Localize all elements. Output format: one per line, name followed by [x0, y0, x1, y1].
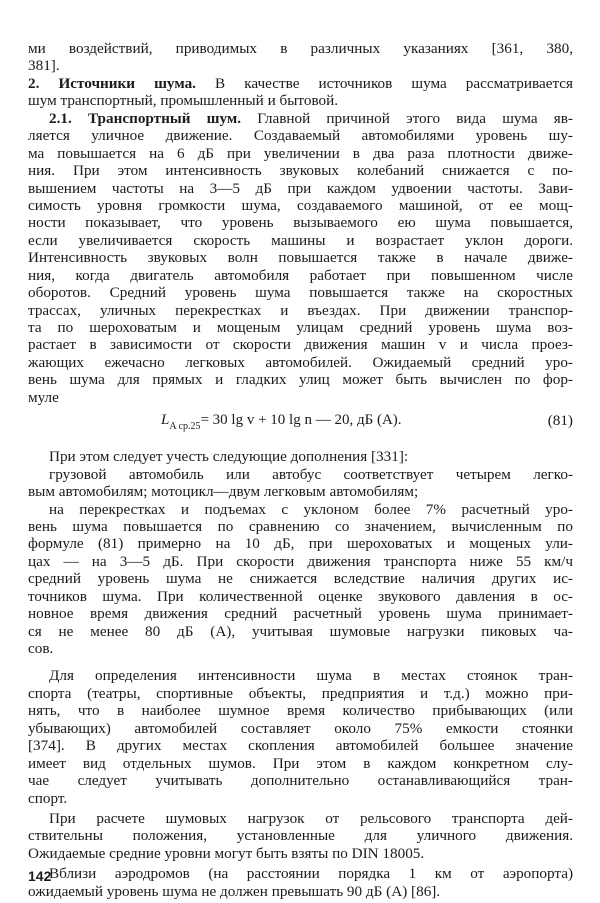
paragraph: [28, 75, 573, 110]
paragraph: [28, 40, 573, 75]
formula-rhs: = 30 lg v + 10 lg n — 20, дБ (А).: [200, 412, 402, 429]
formula-lhs: L: [161, 412, 170, 429]
paragraph: [28, 448, 573, 465]
formula-81: [28, 412, 573, 438]
text-line: При расчете шумовых нагрузок от рельсового транспорта дей-: [49, 809, 573, 827]
text-line: вым автомобилям; мотоцикл—двум легковым автомобилям;: [28, 483, 419, 501]
text-line: спорта (театры, спортивные объекты, предприятия и т.д.) можно при-: [28, 684, 573, 702]
line-text: В качестве источников шума рассматривается: [195, 74, 573, 92]
text-line: трассах, уличных перекрестках и въездах. При движении транспор-: [28, 301, 573, 319]
section-heading: 2. Источники шума.: [28, 74, 196, 92]
text-line: ния, когда двигатель автомобиля работает при повышенном числе: [28, 266, 573, 284]
text-line: Для определения интенсивности шума в местах стоянок тран-: [49, 667, 573, 685]
text-line: та по шероховатым и мощеным улицам средний уровень шума воз-: [28, 319, 573, 336]
text-line: сов.: [28, 640, 54, 657]
text-line: симость уровня громкости шума, создаваемого машиной, от ее мощ-: [28, 196, 573, 214]
text-line: имеет вид отдельных шумов. При этом в каждом конкретном слу-: [28, 754, 573, 772]
text-line: ния. При этом интенсивность звуковых колебаний снижается с по-: [28, 162, 573, 180]
text-line: 381].: [28, 57, 60, 75]
text-line: [374]. В других местах скопления автомобилей большее значение: [28, 737, 573, 755]
text-line: оборотов. Средний уровень шума повышается также на скоростных: [28, 284, 573, 302]
text-line: новное время движения средний расчетный уровень шума принимает-: [28, 605, 573, 623]
formula-number: (81): [547, 412, 573, 430]
text-line: [28, 75, 573, 92]
text-line: цах — на 3—5 дБ. При скорости движения транспорта ниже 55 км/ч: [28, 552, 573, 570]
text-line: При этом следует учесть следующие дополнения [331]:: [49, 448, 409, 466]
page-number: 142: [28, 868, 52, 884]
text-block-before-formula: [28, 40, 573, 406]
text-line: ми воздействий, приводимых в различных указаниях [361, 380,: [28, 40, 573, 57]
paragraph: [28, 466, 573, 501]
paragraph: [28, 110, 573, 406]
text-line: шум транспортный, промышленный и бытовой.: [28, 92, 339, 110]
text-line: ожидаемый уровень шума не должен превышать 90 дБ (А) [86].: [28, 882, 441, 900]
text-line: вень шума для прямых и гладких улиц может быть вычислен по фор-: [28, 371, 573, 389]
text-line: Ожидаемые средние уровни могут быть взяты по DIN 18005.: [28, 844, 425, 862]
section-heading: 2.1. Транспортный шум.: [49, 109, 242, 127]
formula-expression: [161, 412, 402, 435]
text-line: ности показывает, что уровень вызываемого ею шума повышается,: [28, 214, 573, 232]
paragraph: [28, 501, 573, 658]
text-line: на перекрестках и подъемах с уклоном более 7% расчетный уро-: [49, 500, 573, 518]
text-line: муле: [28, 388, 59, 406]
text-line: убывающих) автомобилей составляет около 75% емкости стоянки: [28, 719, 573, 737]
text-line: растает в зависимости от скорости движения машин v и числа проез-: [28, 336, 573, 354]
text-line: точников шума. При количественной оценке звукового давления в ос-: [28, 587, 573, 605]
text-line: ма повышается на 6 дБ при увеличении в два раза плотности движе-: [28, 144, 573, 162]
text-line: нять, что в наиболее шумное время количество прибывающих (или: [28, 702, 573, 720]
text-line: грузовой автомобиль или автобус соответствует четырем легко-: [49, 465, 573, 483]
line-text: Главной причиной этого вида шума яв-: [241, 109, 573, 127]
text-line: вышением частоты на 3—5 дБ при каждом удвоении частоты. Зави-: [28, 179, 573, 197]
paragraph: [28, 667, 573, 807]
text-block-after-formula: [28, 448, 573, 900]
text-line: чае следует учитывать дополнительно останавливающийся тран-: [28, 772, 573, 790]
text-line: жающих ежечасно легковых автомобилей. Ожидаемый средний уро-: [28, 353, 573, 371]
page-body: [28, 40, 573, 900]
text-line: средний уровень шума не снижается вследствие наличия других ис-: [28, 570, 573, 588]
paragraph: [28, 865, 573, 900]
text-line: ствительны положения, установленные для уличного движения.: [28, 827, 573, 845]
text-line: вень шума повышается по сравнению со значением, вычисленным по: [28, 517, 573, 535]
text-line: [28, 110, 573, 127]
formula-subscript: A ср.25: [169, 421, 201, 433]
paragraph: [28, 810, 573, 862]
text-line: спорт.: [28, 789, 68, 807]
text-line: Интенсивность звуковых волн повышается также в начале движе-: [28, 249, 573, 267]
text-line: если увеличивается скорость машины и возрастает уклон дороги.: [28, 231, 573, 249]
text-line: ляется уличное движение. Создаваемый автомобилями уровень шу-: [28, 127, 573, 145]
text-line: Вблизи аэродромов (на расстоянии порядка 1 км от аэропорта): [49, 865, 573, 883]
text-line: ся не менее 80 дБ (А), учитывая шумовые нагрузки пиковых ча-: [28, 622, 573, 640]
text-line: формуле (81) примерно на 10 дБ, при шероховатых и мощеных ули-: [28, 535, 573, 553]
